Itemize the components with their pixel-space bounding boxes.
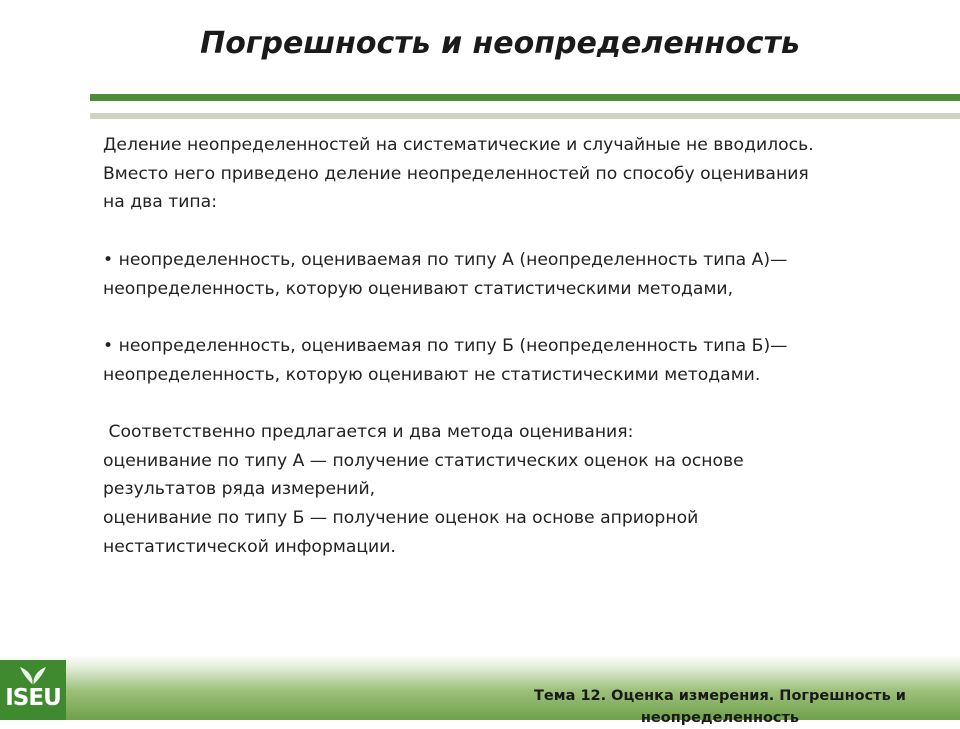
method-b-continuation: нестатистической информации. — [103, 536, 396, 557]
paragraph-gap — [103, 389, 903, 418]
method-b: оценивание по типу Б — получение оценок на основе априорной — [103, 508, 699, 529]
title-underline-rule — [90, 94, 960, 101]
iseu-logo — [0, 660, 66, 720]
footer-topic-line: Тема 12. Оценка измерения. Погрешность и — [534, 688, 906, 704]
slide-body — [103, 131, 903, 562]
footer-topic — [480, 685, 960, 729]
bullet-type-b-continuation: неопределенность, которую оценивают не статистическими методами. — [103, 364, 761, 385]
bullet-type-a-continuation: неопределенность, которую оценивают статистическими методами, — [103, 278, 734, 299]
paragraph-gap — [103, 217, 903, 246]
title-secondary-rule — [90, 113, 960, 119]
footer-topic-line: неопределенность — [640, 710, 800, 726]
methods-intro: Соответственно предлагается и два метода оценивания: — [103, 421, 634, 442]
intro-line: на два типа: — [103, 192, 217, 213]
paragraph-gap — [103, 303, 903, 332]
logo-text: ISEU — [5, 685, 61, 711]
intro-line: Вместо него приведено деление неопределенностей по способу оценивания — [103, 163, 809, 184]
leaf-icon — [14, 664, 52, 686]
slide-title: Погрешность и неопределенность — [200, 26, 800, 61]
method-a: оценивание по типу А — получение статистических оценок на основе — [103, 450, 744, 471]
bullet-type-b: • неопределенность, оцениваемая по типу Б (неопределенность типа Б)— — [103, 335, 788, 356]
method-a-continuation: результатов ряда измерений, — [103, 479, 376, 500]
intro-line: Деление неопределенностей на систематические и случайные не вводилось. — [103, 135, 814, 155]
bullet-type-a: • неопределенность, оцениваемая по типу А (неопределенность типа А)— — [103, 249, 788, 270]
